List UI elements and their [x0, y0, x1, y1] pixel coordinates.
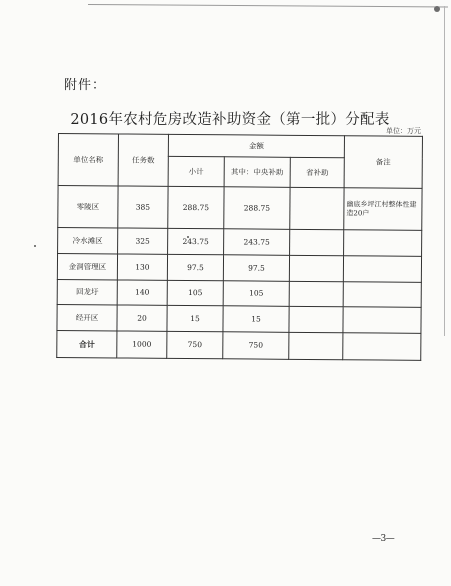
header-subtotal: 小计: [168, 156, 224, 186]
allocation-table: [56, 133, 423, 361]
cell-unit: 回龙圩: [57, 279, 117, 305]
total-central: 750: [223, 332, 289, 359]
cell-provincial: [289, 307, 343, 333]
cell-provincial: [289, 255, 343, 281]
cell-remark: [344, 230, 422, 256]
total-label: 合计: [57, 331, 117, 358]
cell-central: 243.75: [224, 229, 290, 255]
cell-unit: 经开区: [57, 305, 117, 331]
cell-unit: 金洞管理区: [57, 254, 117, 280]
cell-central: 15: [223, 306, 289, 332]
total-subtotal: 750: [167, 331, 223, 358]
scan-hole-mark: [434, 6, 440, 12]
header-unit-name: 单位名称: [58, 134, 118, 186]
cell-subtotal: 97.5: [167, 254, 223, 280]
cell-central: 105: [223, 281, 289, 307]
table-row: [57, 279, 421, 307]
cell-subtotal: 243.75: [168, 229, 224, 255]
scan-edge-right: [444, 6, 445, 336]
cell-tasks: 130: [117, 254, 167, 280]
cell-central: 288.75: [224, 187, 290, 230]
cell-tasks: 385: [118, 186, 168, 229]
table-row: [58, 228, 422, 256]
cell-remark: [343, 256, 421, 282]
scan-speck: [34, 245, 36, 247]
table-row: [57, 254, 421, 282]
cell-provincial: [289, 281, 343, 307]
header-task-count: 任务数: [118, 134, 168, 186]
cell-tasks: 140: [117, 280, 167, 306]
table-total-row: [57, 331, 421, 361]
cell-unit: 零陵区: [58, 186, 118, 229]
cell-tasks: 20: [117, 305, 167, 331]
page-number: —3—: [372, 534, 395, 544]
cell-unit: 冷水滩区: [58, 228, 118, 254]
header-remarks: 备注: [344, 136, 422, 189]
total-remark: [343, 333, 421, 361]
document-title: 2016年农村危房改造补助资金（第一批）分配表: [70, 112, 390, 128]
unit-note: 单位：万元: [386, 127, 421, 135]
attachment-label: 附件：: [64, 78, 107, 93]
header-central-subsidy: 其中：中央补助: [224, 157, 290, 188]
cell-subtotal: 15: [167, 306, 223, 332]
cell-tasks: 325: [118, 228, 168, 254]
cell-provincial: [290, 230, 344, 256]
cell-subtotal: 288.75: [168, 186, 224, 229]
table-row: [57, 305, 421, 333]
allocation-table-wrapper: [56, 133, 422, 361]
scan-edge-top: [88, 4, 448, 8]
total-provincial: [289, 332, 343, 359]
cell-subtotal: 105: [167, 280, 223, 306]
total-tasks: 1000: [117, 331, 167, 358]
cell-remark: 幽底乡坪江村整体性建造20户: [344, 188, 422, 231]
cell-provincial: [290, 187, 344, 230]
header-provincial-subsidy: 省补助: [290, 157, 344, 187]
cell-remark: [343, 281, 421, 307]
header-amount: 金额: [168, 134, 344, 157]
cell-remark: [343, 307, 421, 333]
table-row: [58, 186, 422, 231]
cell-central: 97.5: [223, 255, 289, 281]
